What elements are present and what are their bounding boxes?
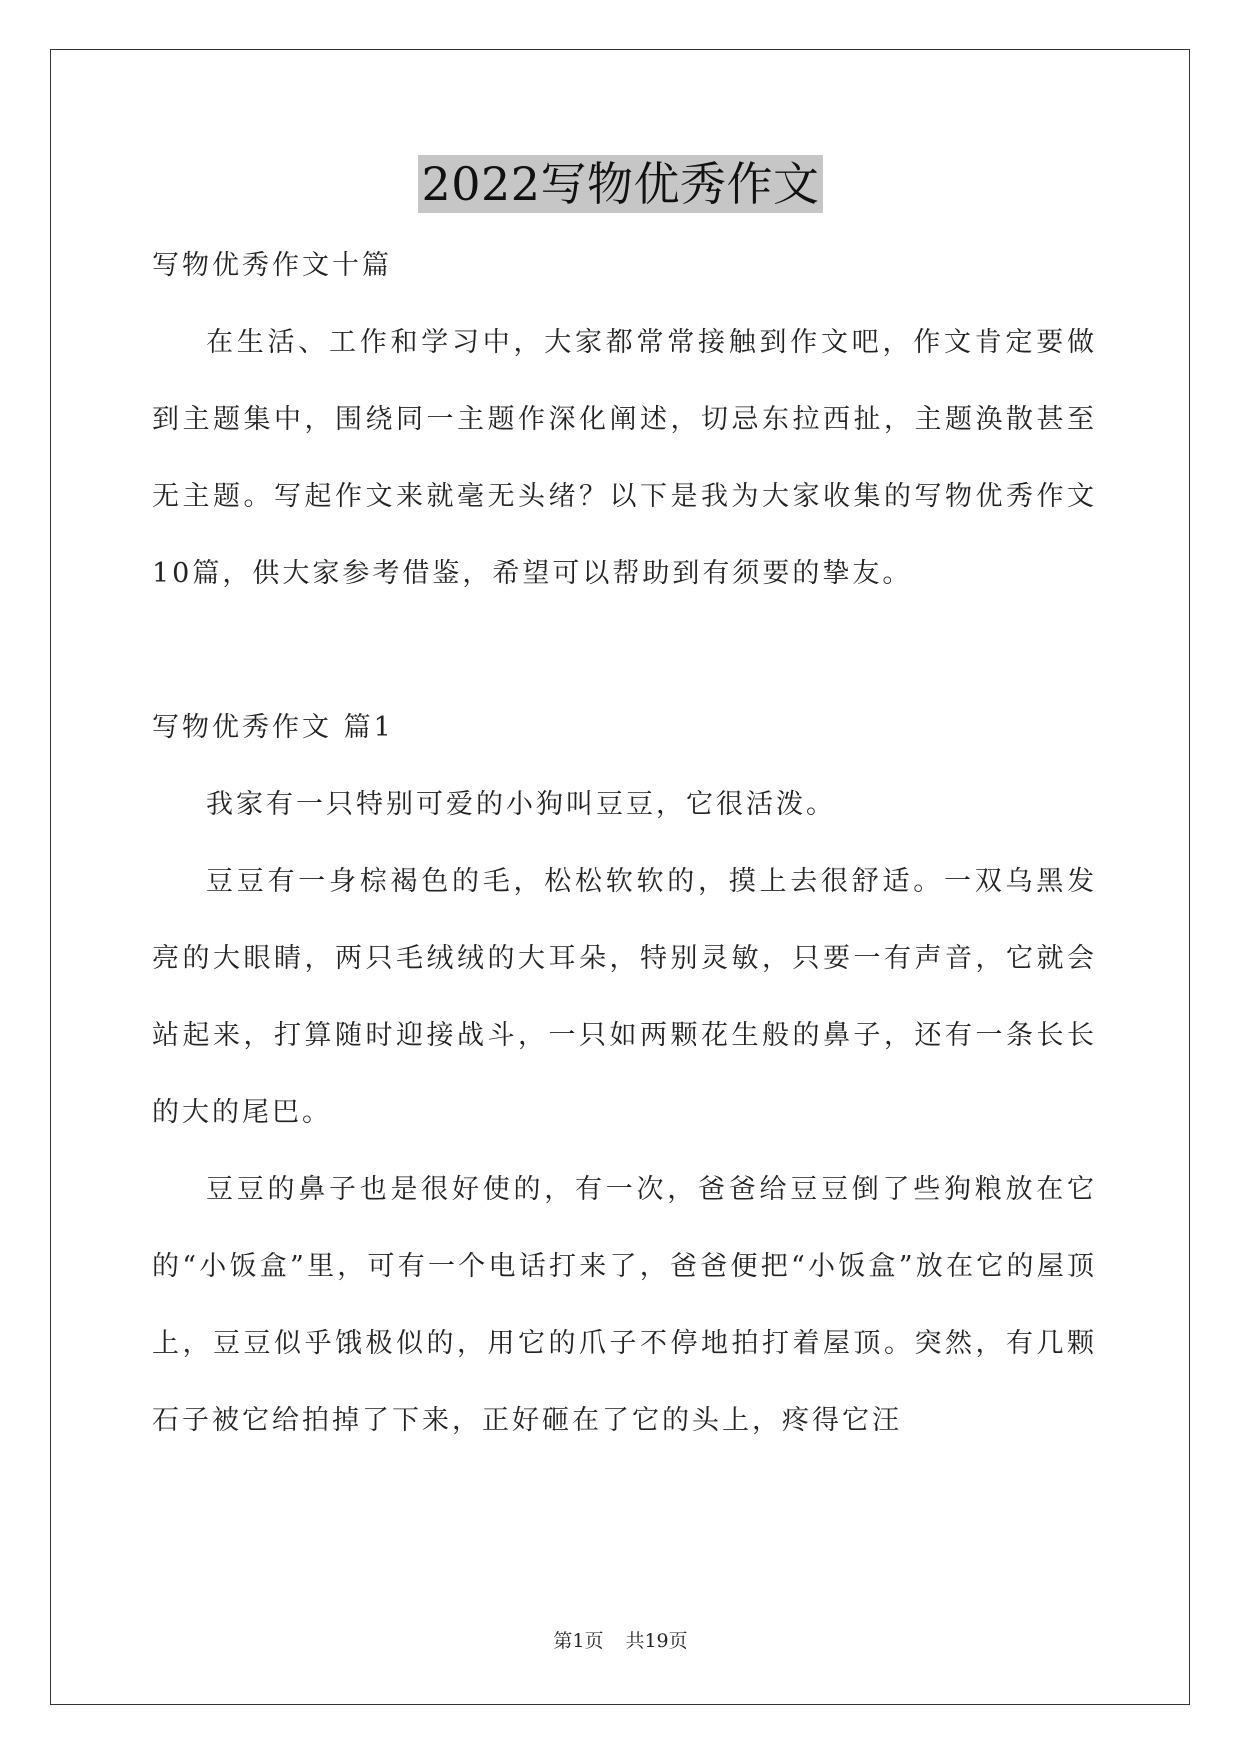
page-total: 共19页 (625, 1630, 688, 1652)
title-container (0, 155, 1241, 213)
body-paragraph: 豆豆的鼻子也是很好使的，有一次，爸爸给豆豆倒了些狗粮放在它的“小饭盒”里，可有一个电话打来了，爸爸便把“小饭盒”放在它的屋顶上，豆豆似乎饿极似的，用它的爪子不停地拍打着屋顶。突然，有几颗石子被它给拍掉了下来，正好砸在了它的头上，疼得它汪 (152, 1174, 1097, 1436)
document-subtitle: 写物优秀作文十篇 (152, 250, 392, 281)
intro-paragraph: 在生活、工作和学习中，大家都常常接触到作文吧，作文肯定要做到主题集中，围绕同一主题作深化阐述，切忌东拉西扯，主题涣散甚至无主题。写起作文来就毫无头绪？以下是我为大家收集的写物优秀作文10篇，供大家参考借鉴，希望可以帮助到有须要的挚友。 (152, 327, 1097, 589)
body-paragraph: 我家有一只特别可爱的小狗叫豆豆，它很活泼。 (206, 789, 836, 820)
page-number: 第1页 (553, 1630, 604, 1652)
document-title: 2022写物优秀作文 (418, 155, 822, 213)
section-spacer (152, 612, 1097, 689)
document-body (152, 227, 1097, 1459)
section-heading: 写物优秀作文 篇1 (152, 712, 394, 743)
page-footer (0, 1628, 1241, 1654)
body-paragraph: 豆豆有一身棕褐色的毛，松松软软的，摸上去很舒适。一双乌黑发亮的大眼睛，两只毛绒绒的大耳朵，特别灵敏，只要一有声音，它就会站起来，打算随时迎接战斗，一只如两颗花生般的鼻子，还有一条长长的大的尾巴。 (152, 866, 1097, 1128)
